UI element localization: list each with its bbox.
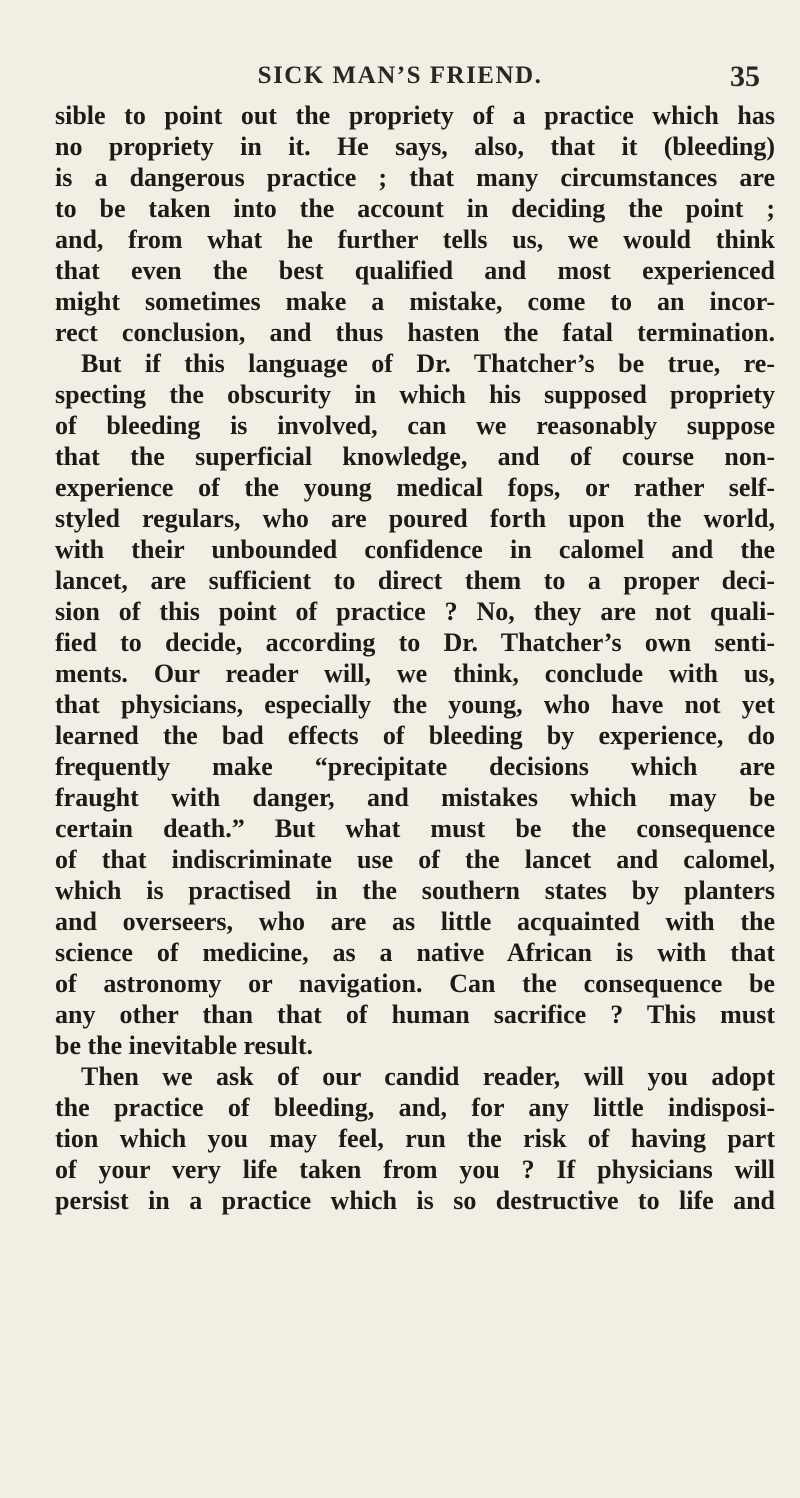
text-line: is a dangerous practice ; that many circumstances are [55, 163, 775, 192]
text-line: tion which you may feel, run the risk of having part [55, 1124, 775, 1153]
text-line: of astronomy or navigation. Can the consequence be [55, 969, 775, 998]
page-number: 35 [730, 60, 760, 93]
text-line: sion of this point of practice ? No, they are not quali- [55, 597, 775, 626]
body-text [55, 100, 775, 1216]
text-line: experience of the young medical fops, or rather self- [55, 473, 775, 502]
text-line: lancet, are sufficient to direct them to a proper deci- [55, 566, 775, 595]
text-line: But if this language of Dr. Thatcher’s be true, re- [81, 349, 775, 378]
text-line: fraught with danger, and mistakes which may be [55, 783, 775, 812]
text-line: fied to decide, according to Dr. Thatcher’s own senti- [55, 628, 775, 657]
text-line: and overseers, who are as little acquainted with the [55, 907, 775, 936]
text-line: and, from what he further tells us, we would think [55, 225, 775, 254]
text-line: that even the best qualified and most experienced [55, 256, 775, 285]
text-line: might sometimes make a mistake, come to an incor- [55, 287, 775, 316]
text-line: which is practised in the southern states by planters [55, 876, 775, 905]
text-line: no propriety in it. He says, also, that it (bleeding) [55, 132, 775, 161]
text-line: that the superficial knowledge, and of course non- [55, 442, 775, 471]
text-line: specting the obscurity in which his supposed propriety [55, 380, 775, 409]
text-line: learned the bad effects of bleeding by experience, do [55, 721, 775, 750]
text-line: certain death.” But what must be the consequence [55, 814, 775, 843]
text-line: styled regulars, who are poured forth upon the world, [55, 504, 775, 533]
text-line: the practice of bleeding, and, for any little indisposi- [55, 1093, 775, 1122]
text-line: of bleeding is involved, can we reasonably suppose [55, 411, 775, 440]
text-line: frequently make “precipitate decisions which are [55, 752, 775, 781]
text-line: any other than that of human sacrifice ? This must [55, 1000, 775, 1029]
header-title: SICK MAN’S FRIEND. [257, 62, 543, 89]
text-line: of that indiscriminate use of the lancet and calomel, [55, 845, 775, 874]
text-line: of your very life taken from you ? If physicians will [55, 1155, 775, 1184]
text-line: science of medicine, as a native African is with that [55, 938, 775, 967]
text-line: that physicians, especially the young, who have not yet [55, 690, 775, 719]
text-line: sible to point out the propriety of a practice which has [55, 101, 775, 130]
text-line: ments. Our reader will, we think, conclude with us, [55, 659, 775, 688]
text-line: to be taken into the account in deciding the point ; [55, 194, 775, 223]
text-line: with their unbounded confidence in calomel and the [55, 535, 775, 564]
text-line: rect conclusion, and thus hasten the fatal termination. [55, 318, 775, 347]
running-head [0, 62, 800, 102]
text-line: persist in a practice which is so destructive to life and [55, 1186, 775, 1215]
text-line: be the inevitable result. [55, 1031, 314, 1060]
text-line: Then we ask of our candid reader, will you adopt [81, 1062, 775, 1091]
